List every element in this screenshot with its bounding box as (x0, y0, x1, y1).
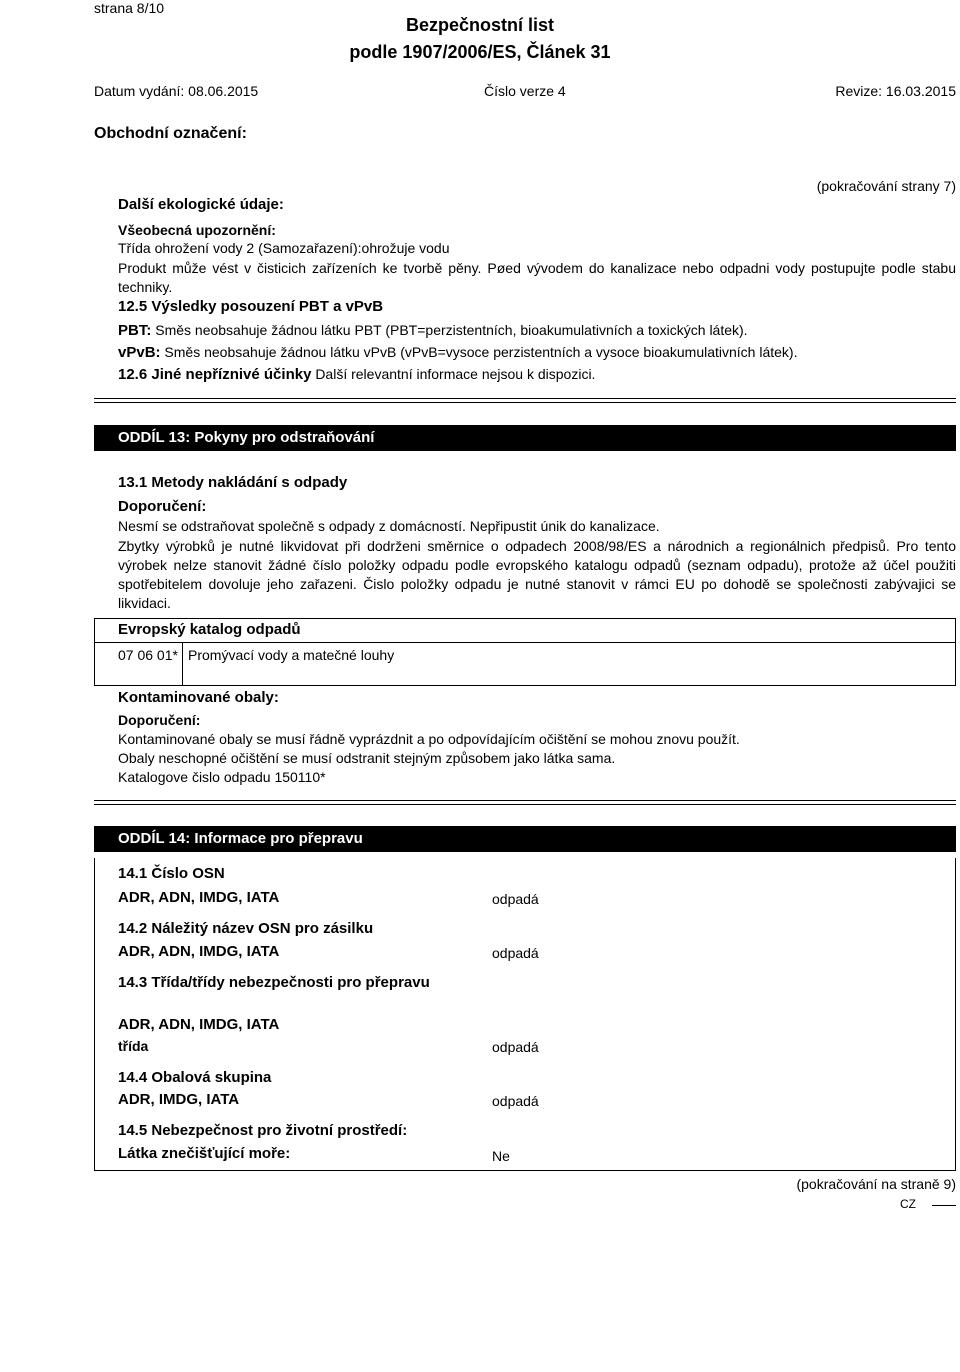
section-14-5-heading: 14.5 Nebezpečnost pro životní prostředí: (118, 1122, 408, 1139)
divider (94, 402, 956, 403)
continued-on-note: (pokračování na straně 9) (796, 1176, 956, 1192)
divider (94, 800, 956, 801)
section-13-bar (94, 425, 956, 451)
divider (94, 1170, 956, 1171)
section-12-6-heading: 12.6 Jiné nepříznivé účinky (118, 366, 312, 383)
packaging-note-2: Obaly neschopné očištění se musí odstranit stejným způsobem jako látka sama. (118, 750, 616, 766)
table-column-divider (182, 642, 183, 685)
hazard-class-label: ADR, ADN, IMDG, IATA (118, 1016, 280, 1033)
hazard-class-value: odpadá (492, 1039, 539, 1055)
version-number: Číslo verze 4 (484, 83, 566, 99)
language-code: CZ (900, 1197, 916, 1211)
other-effects-text: Další relevantní informace nejsou k dispozici. (315, 366, 596, 382)
section-14-bar (94, 826, 956, 852)
marine-pollutant-value: Ne (492, 1148, 510, 1164)
table-divider (95, 642, 955, 643)
pbt-label: PBT: (118, 322, 152, 339)
issue-date: Datum vydání: 08.06.2015 (94, 83, 259, 99)
section-14-2-heading: 14.2 Náležitý název OSN pro zásilku (118, 920, 374, 937)
marine-pollutant-label: Látka znečišťující moře: (118, 1145, 291, 1162)
section-13-1-heading: 13.1 Metody nakládání s odpady (118, 474, 348, 491)
eco-info-heading: Další ekologické údaje: (118, 196, 284, 213)
divider (94, 398, 956, 399)
pbt-text: Směs neobsahuje žádnou látku PBT (PBT=perzistentních, bioakumulativních a toxických látek). (155, 322, 748, 338)
section-12-5-heading: 12.5 Výsledky posouzení PBT a vPvB (118, 298, 384, 315)
trade-name-label: Obchodní označení: (94, 125, 247, 142)
shipping-name-label: ADR, ADN, IMDG, IATA (118, 943, 280, 960)
section-14-title: ODDÍL 14: Informace pro přepravu (118, 830, 363, 847)
footer-line (932, 1205, 956, 1206)
revision-date: Revize: 16.03.2015 (835, 83, 956, 99)
page-number: strana 8/10 (94, 0, 165, 16)
vpvb-row (118, 344, 797, 361)
packaging-note-1: Kontaminované obaly se musí řádně vyprázdnit a po odpovídajícím očištění se mohou znovu použít. (118, 731, 740, 747)
packing-group-value: odpadá (492, 1093, 539, 1109)
section-13-title: ODDÍL 13: Pokyny pro odstraňování (118, 429, 375, 446)
waste-catalog-title: Evropský katalog odpadů (118, 621, 301, 638)
pbt-row (118, 322, 748, 339)
other-effects-row (118, 366, 595, 383)
packing-group-label: ADR, IMDG, IATA (118, 1091, 240, 1108)
disposal-note-1: Nesmí se odstraňovat společně s odpady z domácností. Nepřipustit únik do kanalizace. (118, 518, 660, 534)
waste-description: Promývací vody a matečné louhy (188, 647, 395, 663)
un-number-value: odpadá (492, 891, 539, 907)
document-title: Bezpečnostní list (405, 15, 555, 35)
vpvb-text: Směs neobsahuje žádnou látku vPvB (vPvB=vysoce perzistentních a vysoce bioakumulativních látek). (164, 344, 798, 360)
continued-from-note: (pokračování strany 7) (816, 178, 956, 194)
disposal-note-2: Zbytky výrobků je nutné likvidovat při dodrženi směrnice o odpadech 2008/98/ES a národnich a regionálnich předpisů. Pro tento výrobek nelze stanovit žádné číslo položky odpadu podle evropského katalogu odpadů (seznam odpadu), protože až účel použiti spotřebitelem dovoluje jeho zařazeni. Čislo položky odpadu je nutné stanovit v rámci EU po dohodě se společnosti zabývajici se likvidaci. (118, 538, 956, 611)
shipping-name-value: odpadá (492, 945, 539, 961)
recommendation-heading-2: Doporučení: (118, 712, 201, 728)
section-14-1-heading: 14.1 Číslo OSN (118, 865, 225, 882)
waste-catalog-table (94, 618, 956, 686)
water-hazard-class: Třída ohrožení vody 2 (Samozařazení):ohrožuje vodu (118, 240, 450, 256)
document-subtitle: podle 1907/2006/ES, Článek 31 (349, 42, 611, 62)
recommendation-heading: Doporučení: (118, 498, 207, 515)
hazard-class-sublabel: třída (118, 1038, 149, 1054)
packaging-catalog-number: Katalogove čislo odpadu 150110* (118, 769, 326, 785)
divider (94, 804, 956, 805)
contaminated-packaging-heading: Kontaminované obaly: (118, 689, 279, 706)
general-notes-heading: Všeobecná upozornění: (118, 222, 276, 238)
vpvb-label: vPvB: (118, 344, 161, 361)
waste-code: 07 06 01* (118, 647, 178, 663)
foam-note: Produkt může vést v čisticich zařízeních ke tvorbě pěny. Pøed vývodem do kanalizace nebo odpadni vody postupujte podle stabu techniky. (118, 260, 956, 295)
un-number-label: ADR, ADN, IMDG, IATA (118, 889, 280, 906)
section-14-4-heading: 14.4 Obalová skupina (118, 1069, 272, 1086)
section-14-3-heading: 14.3 Třída/třídy nebezpečnosti pro přepravu (118, 974, 430, 991)
